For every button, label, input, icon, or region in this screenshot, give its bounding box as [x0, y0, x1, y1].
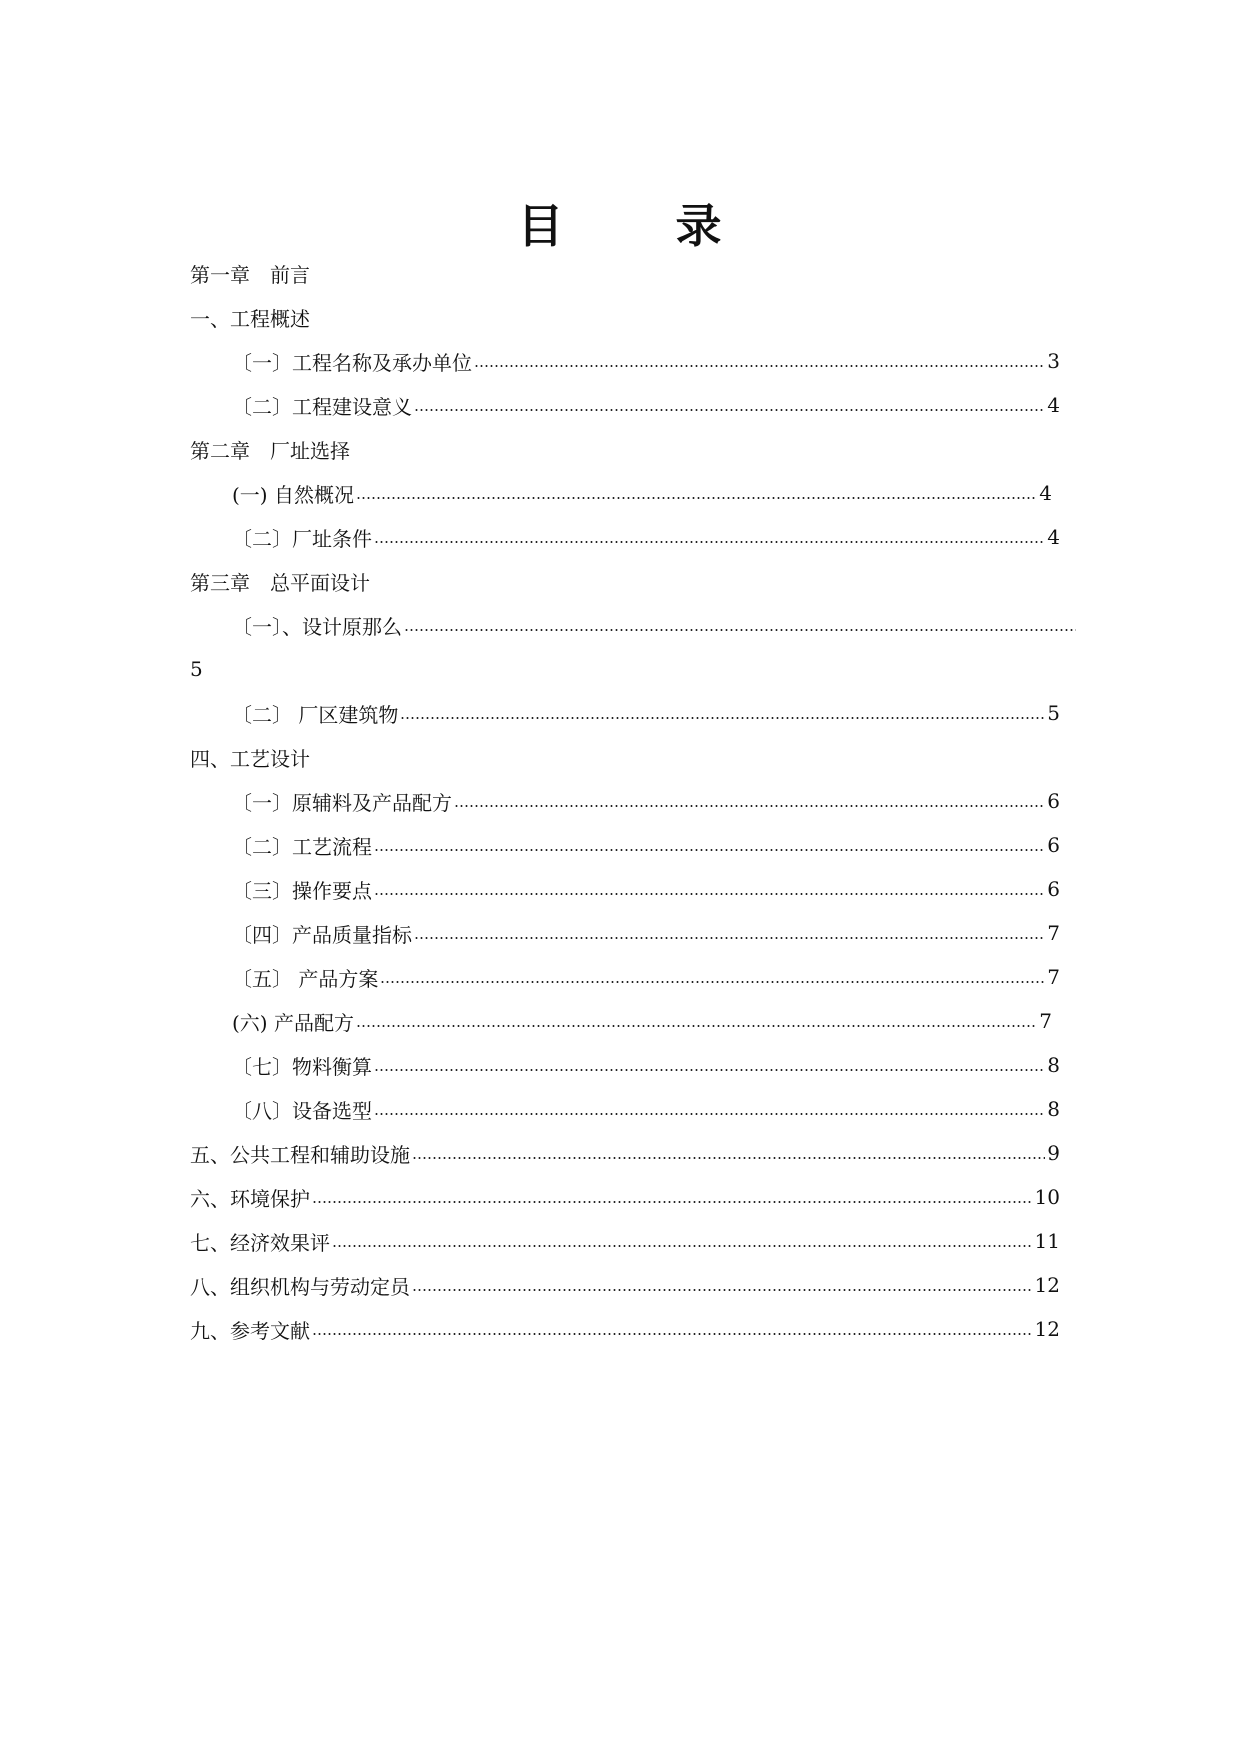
- toc-section-heading: [190, 302, 310, 332]
- dot-leader: [404, 629, 1076, 631]
- toc-section-heading: [190, 742, 310, 772]
- dot-leader: [356, 497, 1037, 499]
- toc-page-number: 12: [1034, 1273, 1060, 1297]
- toc-entry-label: 〔四〕产品质量指标: [232, 922, 412, 947]
- dot-leader: [374, 1113, 1045, 1115]
- toc-chapter-heading: [190, 434, 350, 464]
- toc-page-number: 12: [1034, 1317, 1060, 1341]
- toc-entry[interactable]: [232, 522, 1060, 552]
- toc-entry[interactable]: [232, 390, 1060, 420]
- toc-page-number: 4: [1047, 393, 1060, 417]
- toc-entry-label: 六、环境保护: [190, 1186, 310, 1211]
- toc-entry[interactable]: [232, 698, 1060, 728]
- toc-page-number: 6: [1047, 877, 1060, 901]
- toc-entry-label: 四、工艺设计: [190, 746, 310, 771]
- toc-entry-label: 〔二〕 厂区建筑物: [232, 702, 399, 727]
- dot-leader: [312, 1201, 1033, 1203]
- toc-page-number: 7: [1039, 1009, 1052, 1033]
- toc-page-number: 8: [1047, 1097, 1060, 1121]
- toc-entry-label: 七、经济效果评: [190, 1230, 330, 1255]
- toc-page-number: 3: [1047, 349, 1060, 373]
- dot-leader: [414, 937, 1045, 939]
- toc-entry-label: 〔三〕操作要点: [232, 878, 372, 903]
- toc-entry-label: (一) 自然概况: [232, 482, 354, 507]
- toc-page-number: 4: [1047, 525, 1060, 549]
- toc-entry-label: 九、参考文献: [190, 1318, 310, 1343]
- toc-entry-label: 〔二〕工程建设意义: [232, 394, 412, 419]
- title-char-1: 目: [517, 199, 566, 253]
- toc-entry-label: 八、组织机构与劳动定员: [190, 1274, 410, 1299]
- toc-entry[interactable]: [190, 1226, 1060, 1256]
- toc-entry-label: 〔七〕物料衡算: [232, 1054, 372, 1079]
- toc-page-number: 6: [1047, 789, 1060, 813]
- toc-chapter-heading: [190, 258, 310, 288]
- toc-entry[interactable]: [190, 1314, 1060, 1344]
- dot-leader: [312, 1333, 1033, 1335]
- toc-entry-label: 〔五〕 产品方案: [232, 966, 379, 991]
- toc-entry-label: 〔八〕设备选型: [232, 1098, 372, 1123]
- toc-entry[interactable]: [232, 610, 1078, 640]
- toc-entry-label: 第三章 总平面设计: [190, 570, 370, 595]
- dot-leader: [374, 1069, 1045, 1071]
- toc-entry-label: 一、工程概述: [190, 306, 310, 331]
- dot-leader: [400, 717, 1045, 719]
- dot-leader: [332, 1245, 1033, 1247]
- toc-entry[interactable]: [232, 478, 1052, 508]
- toc-entry-label: 〔一〕原辅料及产品配方: [232, 790, 452, 815]
- toc-entry-label: 5: [190, 657, 203, 681]
- toc-entry[interactable]: [232, 874, 1060, 904]
- toc-page-number: 5: [1047, 701, 1060, 725]
- toc-entry-label: 五、公共工程和辅助设施: [190, 1142, 410, 1167]
- toc-page-number: 6: [1047, 833, 1060, 857]
- toc-entry-label: 〔一〕、设计原那么: [232, 614, 402, 639]
- toc-page-number: 4: [1039, 481, 1052, 505]
- toc-entry[interactable]: [232, 1050, 1060, 1080]
- toc-page-number: 9: [1047, 1141, 1060, 1165]
- toc-chapter-heading: [190, 566, 370, 596]
- toc-wrapped-page-number: [190, 654, 203, 684]
- toc-entry-label: (六) 产品配方: [232, 1010, 354, 1035]
- toc-entry[interactable]: [232, 962, 1060, 992]
- toc-entry[interactable]: [232, 1006, 1052, 1036]
- toc-page-number: 8: [1047, 1053, 1060, 1077]
- toc-entry[interactable]: [232, 786, 1060, 816]
- toc-entry-label: 〔二〕工艺流程: [232, 834, 372, 859]
- title-char-2: 录: [675, 199, 724, 253]
- toc-page-number: 7: [1047, 965, 1060, 989]
- toc-entry[interactable]: [232, 830, 1060, 860]
- dot-leader: [414, 409, 1045, 411]
- toc-entry[interactable]: [190, 1138, 1060, 1168]
- document-title: [0, 190, 1241, 256]
- dot-leader: [474, 365, 1045, 367]
- toc-entry[interactable]: [232, 1094, 1060, 1124]
- dot-leader: [380, 981, 1045, 983]
- toc-entry[interactable]: [232, 346, 1060, 376]
- toc-entry-label: 〔二〕厂址条件: [232, 526, 372, 551]
- dot-leader: [356, 1025, 1037, 1027]
- toc-entry-label: 第二章 厂址选择: [190, 438, 350, 463]
- toc-page-number: 11: [1034, 1229, 1060, 1253]
- toc-entry[interactable]: [190, 1182, 1060, 1212]
- dot-leader: [374, 849, 1045, 851]
- toc-entry[interactable]: [232, 918, 1060, 948]
- toc-page-number: 10: [1034, 1185, 1060, 1209]
- toc-entry[interactable]: [190, 1270, 1060, 1300]
- dot-leader: [374, 893, 1045, 895]
- dot-leader: [454, 805, 1045, 807]
- toc-page-number: 7: [1047, 921, 1060, 945]
- dot-leader: [412, 1157, 1045, 1159]
- dot-leader: [374, 541, 1045, 543]
- toc-entry-label: 第一章 前言: [190, 262, 310, 287]
- dot-leader: [412, 1289, 1033, 1291]
- toc-entry-label: 〔一〕工程名称及承办单位: [232, 350, 472, 375]
